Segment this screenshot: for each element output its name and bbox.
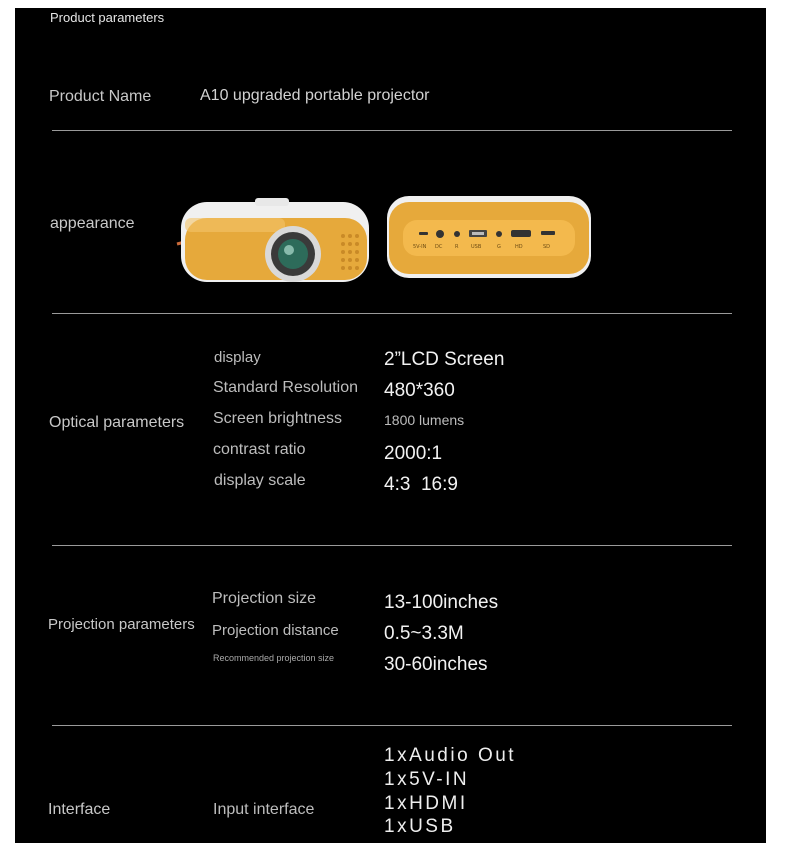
optical-row-name: display scale	[214, 472, 306, 489]
optical-row-name: Standard Resolution	[213, 379, 358, 396]
port-label: HD	[515, 244, 523, 250]
interface-value: 1xUSB	[384, 816, 456, 837]
appearance-label: appearance	[50, 215, 135, 232]
port-label: USB	[471, 244, 482, 250]
optical-row-value: 2000:1	[384, 443, 443, 464]
projector-front-image	[175, 196, 373, 286]
projection-parameters-label: Projection parameters	[48, 616, 195, 633]
port-label: G	[497, 244, 501, 250]
interface-value: 1x5V-IN	[384, 769, 470, 790]
projection-row-value: 13-100inches	[384, 592, 499, 613]
product-name-label: Product Name	[49, 88, 152, 105]
page-title: Product parameters	[50, 10, 165, 25]
product-parameters-sheet	[15, 8, 766, 843]
projection-row-name: Recommended projection size	[213, 653, 335, 663]
projection-row-value: 0.5~3.3M	[384, 623, 464, 644]
interface-value: 1xAudio Out	[384, 745, 517, 766]
projection-row-name: Projection size	[212, 590, 317, 607]
projector-back-image	[385, 194, 593, 280]
port-label: 5V-IN	[413, 244, 427, 250]
port-label: DC	[435, 244, 443, 250]
optical-row-value: 1800 lumens	[384, 412, 465, 428]
projection-row-value: 30-60inches	[384, 654, 488, 675]
port-label: SD	[543, 244, 551, 250]
optical-row-value: 4:3 16:9	[384, 474, 458, 495]
interface-label: Interface	[48, 801, 111, 818]
optical-parameters-label: Optical parameters	[49, 414, 185, 431]
divider	[52, 725, 732, 726]
projection-row-name: Projection distance	[212, 622, 339, 639]
product-name-value: A10 upgraded portable projector	[200, 87, 430, 104]
optical-row-name: contrast ratio	[213, 441, 306, 458]
optical-row-name: Screen brightness	[213, 410, 342, 427]
optical-row-name: display	[214, 349, 261, 366]
input-interface-label: Input interface	[213, 801, 315, 818]
divider	[52, 313, 732, 314]
divider	[52, 130, 732, 131]
optical-row-value: 480*360	[384, 380, 455, 401]
interface-value: 1xHDMI	[384, 793, 468, 814]
port-label: R	[455, 244, 459, 250]
optical-row-value: 2”LCD Screen	[384, 349, 505, 370]
divider	[52, 545, 732, 546]
